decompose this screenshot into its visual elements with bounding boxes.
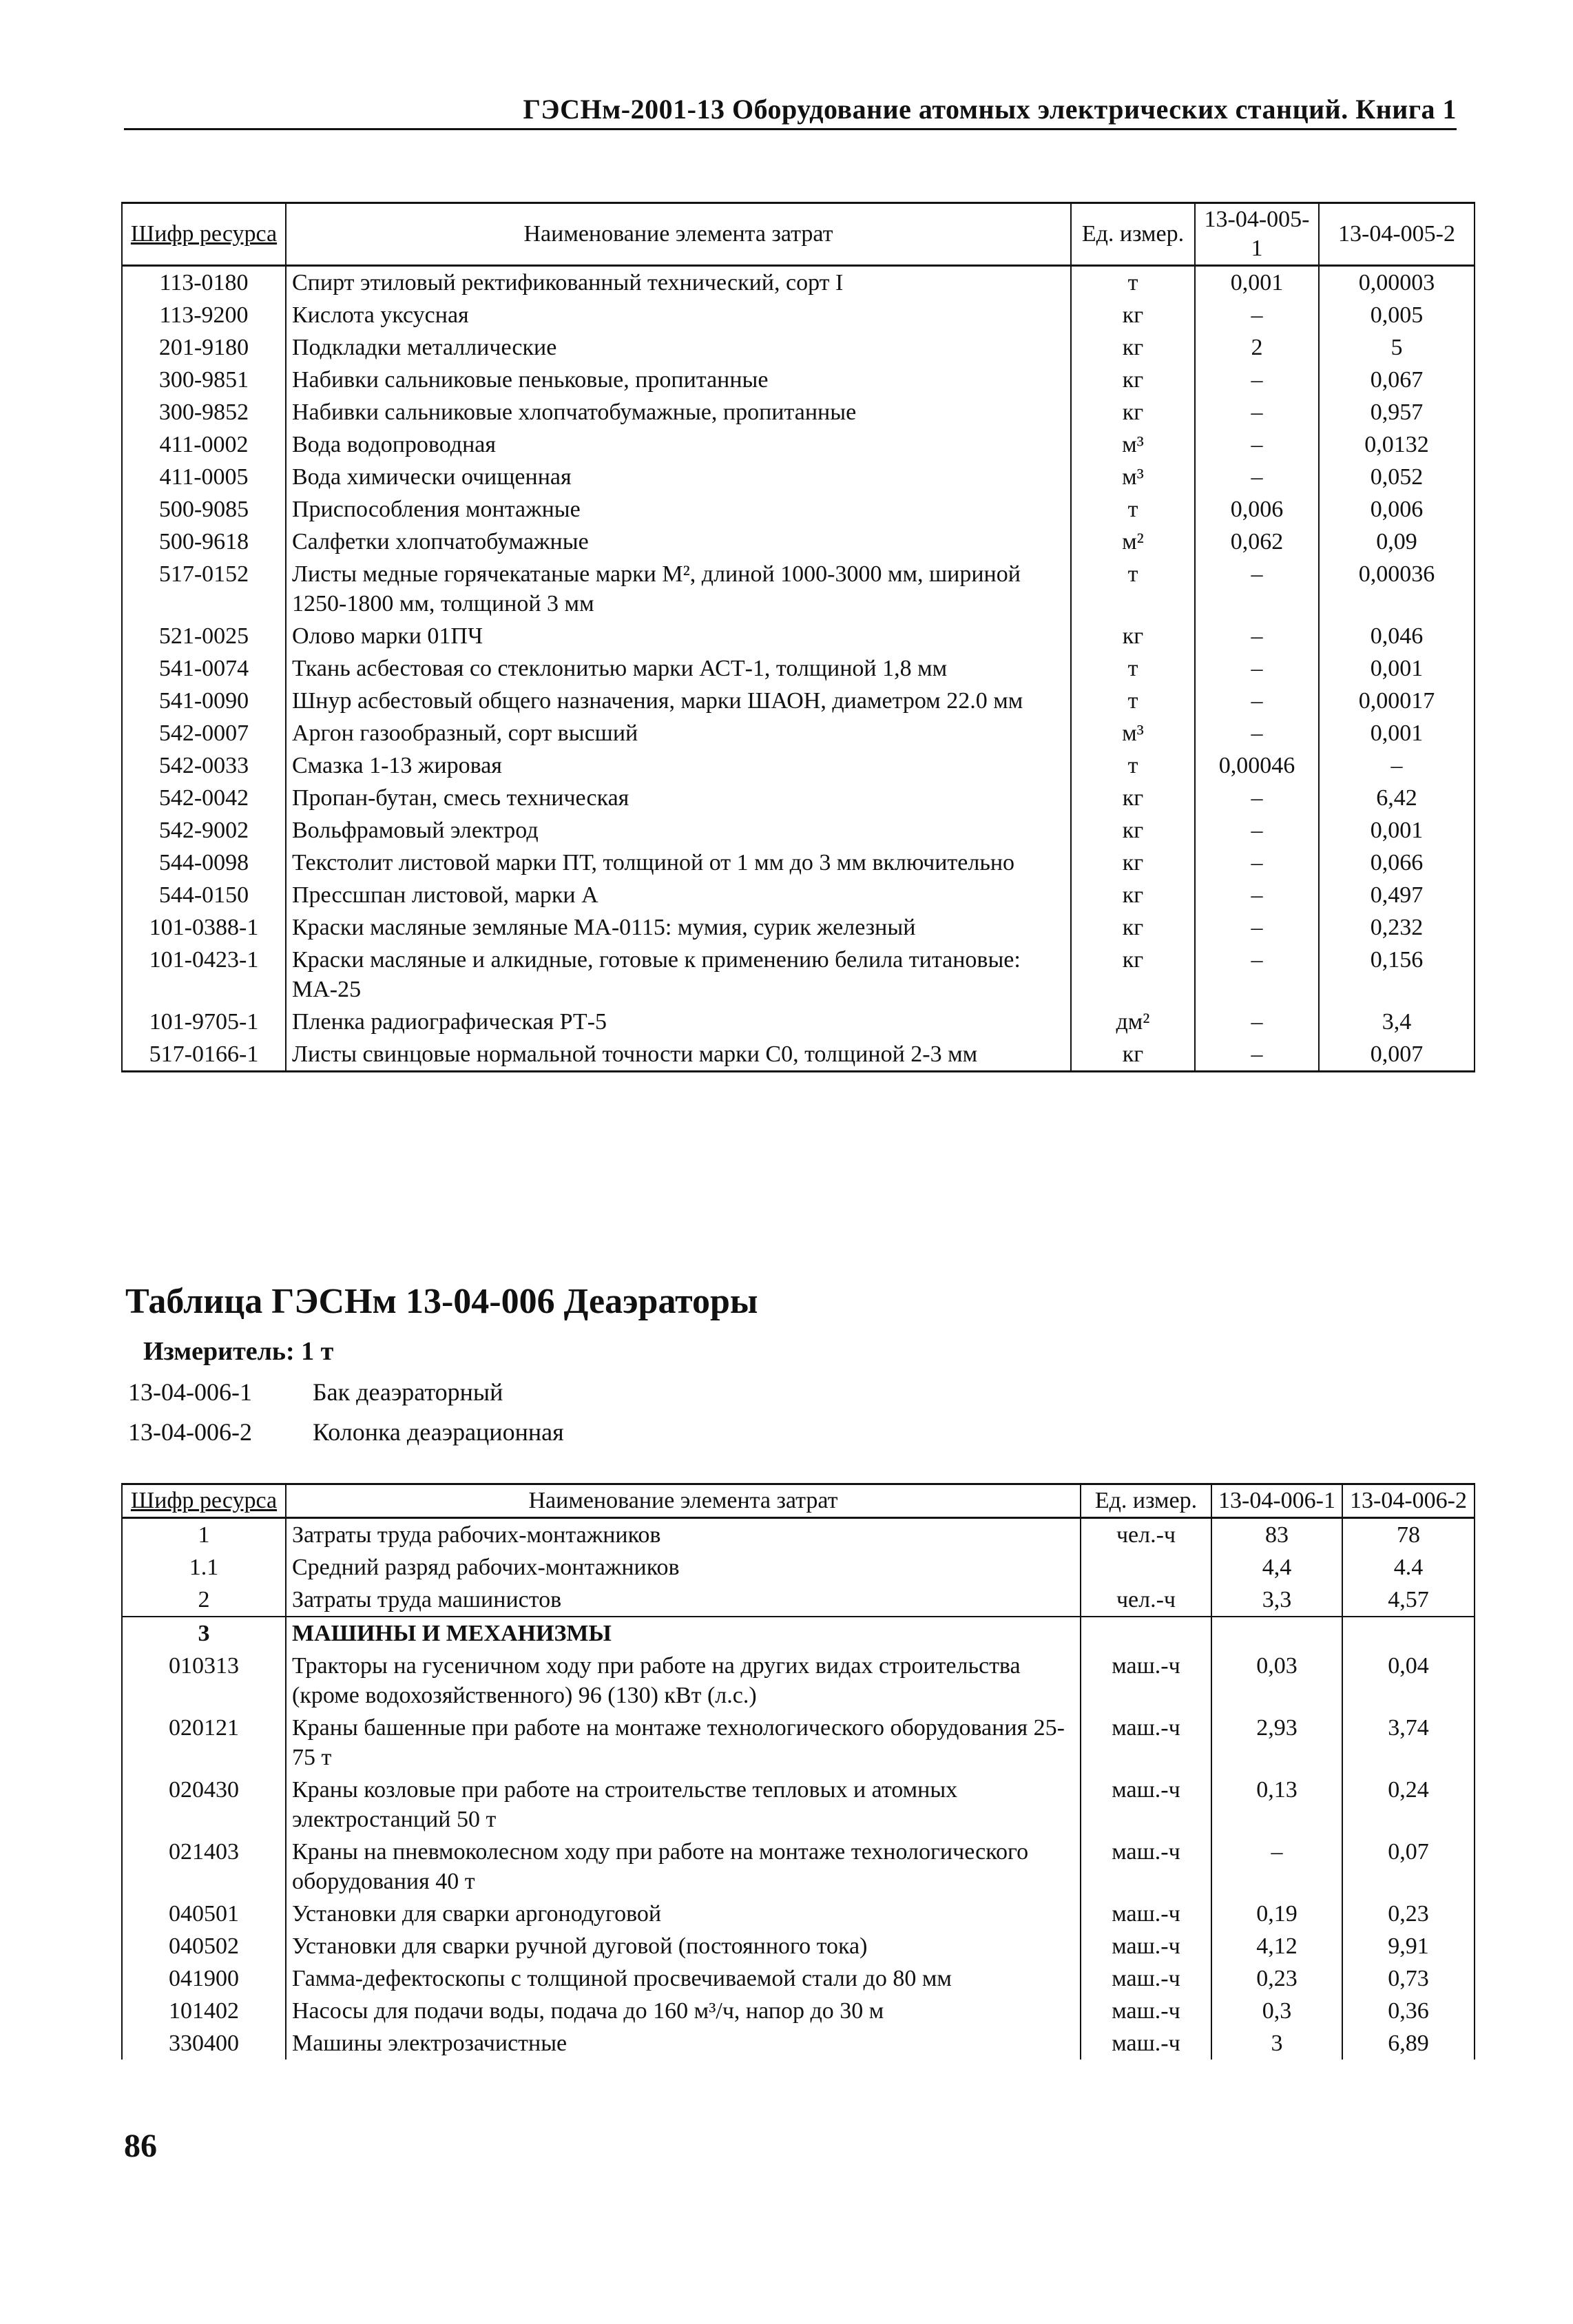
cell-name: Вода химически очищенная [286, 461, 1071, 493]
table-row [122, 428, 1475, 461]
cell-name: Краны козловые при работе на строительстве тепловых и атомных электростанций 50 т [286, 1774, 1081, 1836]
cell-name: Приспособления монтажные [286, 493, 1071, 526]
cell-name: Краны на пневмоколесном ходу при работе на монтаже технологического оборудования 40 т [286, 1836, 1081, 1898]
cell-name: Краски масляные земляные МА-0115: мумия, сурик железный [286, 911, 1071, 944]
table-row [122, 652, 1475, 685]
cell-norm-1: 2,93 [1211, 1712, 1342, 1774]
cell-unit: м³ [1071, 461, 1195, 493]
cell-norm-2: 0,007 [1319, 1038, 1475, 1072]
cell-name: Пропан-бутан, смесь техническая [286, 782, 1071, 814]
cell-code: 544-0098 [122, 847, 286, 879]
page-number: 86 [124, 2128, 157, 2164]
item-code: 13-04-006-2 [128, 1418, 252, 1446]
list-item [128, 1418, 564, 1446]
cell-unit: дм² [1071, 1006, 1195, 1038]
cell-norm-1: – [1195, 558, 1319, 620]
table-row [122, 331, 1475, 364]
cell-norm-1: – [1195, 620, 1319, 652]
cell-norm-2: 3,4 [1319, 1006, 1475, 1038]
resources-table-005 [121, 202, 1475, 1072]
col-header-norm-1: 13-04-005-1 [1195, 203, 1319, 266]
cell-unit [1081, 1617, 1211, 1650]
cell-norm-1: – [1195, 717, 1319, 749]
cell-code: 1.1 [122, 1551, 286, 1584]
cell-unit: маш.-ч [1081, 1995, 1211, 2027]
cell-name: Набивки сальниковые пеньковые, пропитанные [286, 364, 1071, 396]
cell-unit: кг [1071, 396, 1195, 428]
table-row [122, 717, 1475, 749]
cell-norm-2: 0,24 [1342, 1774, 1475, 1836]
cell-norm-2: 4,57 [1342, 1584, 1475, 1617]
cell-code: 021403 [122, 1836, 286, 1898]
table-row [122, 1584, 1475, 1617]
cell-name: Набивки сальниковые хлопчатобумажные, пропитанные [286, 396, 1071, 428]
cell-unit: кг [1071, 847, 1195, 879]
cell-name: Аргон газообразный, сорт высший [286, 717, 1071, 749]
col-header-code: Шифр ресурса [122, 1484, 286, 1518]
cell-code: 101402 [122, 1995, 286, 2027]
table-row [122, 1774, 1475, 1836]
cell-norm-1: – [1195, 879, 1319, 911]
table-row [122, 493, 1475, 526]
cell-norm-1: – [1195, 364, 1319, 396]
cell-unit: т [1071, 652, 1195, 685]
table-row [122, 1551, 1475, 1584]
cell-name: Насосы для подачи воды, подача до 160 м³/ч, напор до 30 м [286, 1995, 1081, 2027]
cell-code: 201-9180 [122, 331, 286, 364]
cell-unit: т [1071, 493, 1195, 526]
cell-norm-1: 0,006 [1195, 493, 1319, 526]
cell-norm-2: 0,73 [1342, 1962, 1475, 1995]
table-row [122, 1898, 1475, 1930]
cell-name: Установки для сварки аргонодуговой [286, 1898, 1081, 1930]
cell-norm-2: 9,91 [1342, 1930, 1475, 1962]
cell-code: 541-0090 [122, 685, 286, 717]
cell-code: 542-0042 [122, 782, 286, 814]
cell-norm-1: – [1195, 1006, 1319, 1038]
table-row [122, 526, 1475, 558]
cell-name: Ткань асбестовая со стеклонитью марки АСТ-1, толщиной 1,8 мм [286, 652, 1071, 685]
cell-code: 040501 [122, 1898, 286, 1930]
cell-unit: маш.-ч [1081, 1774, 1211, 1836]
cell-code: 113-9200 [122, 299, 286, 331]
cell-name: Салфетки хлопчатобумажные [286, 526, 1071, 558]
table-row [122, 1995, 1475, 2027]
cell-name: Вольфрамовый электрод [286, 814, 1071, 847]
cell-code: 517-0166-1 [122, 1038, 286, 1072]
cell-name: МАШИНЫ И МЕХАНИЗМЫ [286, 1617, 1081, 1650]
cell-name: Кислота уксусная [286, 299, 1071, 331]
cell-unit: м³ [1071, 428, 1195, 461]
item-code: 13-04-006-1 [128, 1378, 252, 1406]
table-row [122, 1712, 1475, 1774]
cell-name: Прессшпан листовой, марки А [286, 879, 1071, 911]
table-row [122, 1518, 1475, 1552]
cell-code: 300-9852 [122, 396, 286, 428]
cell-norm-1: 0,03 [1211, 1650, 1342, 1712]
cell-code: 010313 [122, 1650, 286, 1712]
col-header-norm-1: 13-04-006-1 [1211, 1484, 1342, 1518]
cell-norm-2: 0,156 [1319, 944, 1475, 1006]
cell-name: Машины электрозачистные [286, 2027, 1081, 2060]
cell-norm-2: 5 [1319, 331, 1475, 364]
cell-norm-2: 0,001 [1319, 814, 1475, 847]
resources-table-006 [121, 1483, 1475, 2060]
cell-unit: чел.-ч [1081, 1518, 1211, 1552]
cell-norm-1: – [1195, 782, 1319, 814]
cell-norm-2: 0,00036 [1319, 558, 1475, 620]
table-row [122, 1650, 1475, 1712]
cell-norm-1 [1211, 1617, 1342, 1650]
cell-code: 542-0007 [122, 717, 286, 749]
cell-name: Тракторы на гусеничном ходу при работе на других видах строительства (кроме водохозяйственного) 96 (130) кВт (л.с.) [286, 1650, 1081, 1712]
cell-norm-1: – [1195, 944, 1319, 1006]
table-row [122, 1038, 1475, 1072]
col-header-name: Наименование элемента затрат [286, 1484, 1081, 1518]
table-row [122, 396, 1475, 428]
table-row [122, 558, 1475, 620]
cell-name: Краны башенные при работе на монтаже технологического оборудования 25-75 т [286, 1712, 1081, 1774]
cell-code: 101-0423-1 [122, 944, 286, 1006]
cell-code: 020121 [122, 1712, 286, 1774]
cell-name: Спирт этиловый ректификованный технический, сорт I [286, 266, 1071, 300]
cell-name: Шнур асбестовый общего назначения, марки ШАОН, диаметром 22.0 мм [286, 685, 1071, 717]
cell-unit: маш.-ч [1081, 1930, 1211, 1962]
page-header [124, 90, 1457, 130]
table-row [122, 1930, 1475, 1962]
cell-unit: кг [1071, 879, 1195, 911]
cell-name: Гамма-дефектоскопы с толщиной просвечиваемой стали до 80 мм [286, 1962, 1081, 1995]
cell-code: 521-0025 [122, 620, 286, 652]
cell-norm-2: 0,046 [1319, 620, 1475, 652]
cell-code: 040502 [122, 1930, 286, 1962]
cell-norm-1: 0,13 [1211, 1774, 1342, 1836]
cell-code: 113-0180 [122, 266, 286, 300]
cell-code: 101-0388-1 [122, 911, 286, 944]
cell-code: 330400 [122, 2027, 286, 2060]
cell-norm-2: 6,89 [1342, 2027, 1475, 2060]
cell-unit: кг [1071, 1038, 1195, 1072]
table-body [122, 1518, 1475, 2060]
cell-norm-1: 2 [1195, 331, 1319, 364]
cell-unit: т [1071, 558, 1195, 620]
cell-code: 411-0005 [122, 461, 286, 493]
section-title: Таблица ГЭСНм 13-04-006 Деаэраторы [125, 1282, 758, 1321]
table-row [122, 266, 1475, 300]
cell-code: 3 [122, 1617, 286, 1650]
cell-code: 411-0002 [122, 428, 286, 461]
cell-unit: т [1071, 266, 1195, 300]
cell-code: 542-9002 [122, 814, 286, 847]
cell-norm-1: – [1195, 461, 1319, 493]
cell-unit: кг [1071, 364, 1195, 396]
cell-norm-2: 0,957 [1319, 396, 1475, 428]
cell-unit: маш.-ч [1081, 1712, 1211, 1774]
cell-code: 020430 [122, 1774, 286, 1836]
cell-norm-1: – [1195, 396, 1319, 428]
cell-unit: кг [1071, 620, 1195, 652]
cell-name: Пленка радиографическая РТ-5 [286, 1006, 1071, 1038]
cell-norm-1: – [1195, 299, 1319, 331]
cell-name: Затраты труда рабочих-монтажников [286, 1518, 1081, 1552]
cell-unit: кг [1071, 782, 1195, 814]
cell-unit: чел.-ч [1081, 1584, 1211, 1617]
table-row [122, 911, 1475, 944]
table-row [122, 1617, 1475, 1650]
cell-norm-2: 0,232 [1319, 911, 1475, 944]
cell-unit: маш.-ч [1081, 1836, 1211, 1898]
cell-name: Вода водопроводная [286, 428, 1071, 461]
cell-norm-2 [1342, 1617, 1475, 1650]
cell-unit: т [1071, 749, 1195, 782]
table-row [122, 1836, 1475, 1898]
cell-unit: маш.-ч [1081, 1650, 1211, 1712]
cell-code: 500-9618 [122, 526, 286, 558]
cell-norm-1: – [1195, 911, 1319, 944]
table-row [122, 879, 1475, 911]
col-header-norm-2: 13-04-005-2 [1319, 203, 1475, 266]
cell-code: 500-9085 [122, 493, 286, 526]
cell-unit: кг [1071, 331, 1195, 364]
cell-norm-1: 0,19 [1211, 1898, 1342, 1930]
cell-unit: маш.-ч [1081, 1962, 1211, 1995]
cell-norm-1: 3,3 [1211, 1584, 1342, 1617]
cell-norm-2: 0,006 [1319, 493, 1475, 526]
cell-norm-2: 0,00003 [1319, 266, 1475, 300]
table-row [122, 749, 1475, 782]
table-row [122, 461, 1475, 493]
col-header-norm-2: 13-04-006-2 [1342, 1484, 1475, 1518]
cell-norm-1: – [1211, 1836, 1342, 1898]
table-header-row [122, 1484, 1475, 1518]
cell-norm-1: 83 [1211, 1518, 1342, 1552]
cell-norm-1: – [1195, 685, 1319, 717]
col-header-unit: Ед. измер. [1081, 1484, 1211, 1518]
table-row [122, 299, 1475, 331]
header-title: ГЭСНм-2001-13 Оборудование атомных электрических станций. Книга 1 [523, 94, 1457, 125]
col-header-unit: Ед. измер. [1071, 203, 1195, 266]
cell-name: Установки для сварки ручной дуговой (постоянного тока) [286, 1930, 1081, 1962]
cell-unit: м² [1071, 526, 1195, 558]
item-name: Бак деаэраторный [313, 1378, 503, 1406]
cell-norm-2: 0,04 [1342, 1650, 1475, 1712]
table-body [122, 266, 1475, 1072]
cell-norm-1: 0,23 [1211, 1962, 1342, 1995]
cell-code: 2 [122, 1584, 286, 1617]
table-row [122, 782, 1475, 814]
section-meter: Измеритель: 1 т [143, 1337, 334, 1366]
table-row [122, 620, 1475, 652]
cell-code: 101-9705-1 [122, 1006, 286, 1038]
cell-name: Текстолит листовой марки ПТ, толщиной от 1 мм до 3 мм включительно [286, 847, 1071, 879]
cell-unit: кг [1071, 944, 1195, 1006]
cell-norm-2: 0,067 [1319, 364, 1475, 396]
cell-norm-2: 0,23 [1342, 1898, 1475, 1930]
cell-norm-2: 0,00017 [1319, 685, 1475, 717]
cell-norm-2: 3,74 [1342, 1712, 1475, 1774]
table-row [122, 685, 1475, 717]
table-row [122, 814, 1475, 847]
cell-norm-1: – [1195, 814, 1319, 847]
cell-code: 544-0150 [122, 879, 286, 911]
cell-code: 041900 [122, 1962, 286, 1995]
cell-norm-2: 0,005 [1319, 299, 1475, 331]
cell-code: 517-0152 [122, 558, 286, 620]
cell-norm-2: 0,36 [1342, 1995, 1475, 2027]
col-header-name: Наименование элемента затрат [286, 203, 1071, 266]
cell-norm-1: – [1195, 847, 1319, 879]
cell-norm-1: 0,00046 [1195, 749, 1319, 782]
cell-norm-2: 0,001 [1319, 717, 1475, 749]
table-row [122, 1962, 1475, 1995]
cell-unit: кг [1071, 299, 1195, 331]
cell-norm-1: – [1195, 1038, 1319, 1072]
cell-code: 1 [122, 1518, 286, 1552]
table-row [122, 2027, 1475, 2060]
cell-norm-1: 0,001 [1195, 266, 1319, 300]
cell-norm-2: 6,42 [1319, 782, 1475, 814]
table-header-row [122, 203, 1475, 266]
cell-norm-2: – [1319, 749, 1475, 782]
cell-norm-2: 0,052 [1319, 461, 1475, 493]
cell-code: 300-9851 [122, 364, 286, 396]
item-name: Колонка деаэрационная [313, 1418, 564, 1446]
cell-norm-1: 0,062 [1195, 526, 1319, 558]
cell-unit: м³ [1071, 717, 1195, 749]
cell-name: Листы свинцовые нормальной точности марки С0, толщиной 2-3 мм [286, 1038, 1071, 1072]
cell-norm-2: 0,001 [1319, 652, 1475, 685]
cell-unit: маш.-ч [1081, 2027, 1211, 2060]
cell-norm-1: 4,12 [1211, 1930, 1342, 1962]
cell-norm-2: 0,497 [1319, 879, 1475, 911]
cell-unit: т [1071, 685, 1195, 717]
cell-code: 542-0033 [122, 749, 286, 782]
table-row [122, 1006, 1475, 1038]
cell-norm-1: – [1195, 652, 1319, 685]
cell-unit: маш.-ч [1081, 1898, 1211, 1930]
cell-name: Листы медные горячекатаные марки М², длиной 1000-3000 мм, шириной 1250-1800 мм, толщиной 3 мм [286, 558, 1071, 620]
cell-code: 541-0074 [122, 652, 286, 685]
cell-name: Средний разряд рабочих-монтажников [286, 1551, 1081, 1584]
table-row [122, 944, 1475, 1006]
cell-name: Олово марки 01ПЧ [286, 620, 1071, 652]
cell-unit: кг [1071, 911, 1195, 944]
cell-norm-2: 0,09 [1319, 526, 1475, 558]
cell-norm-2: 0,066 [1319, 847, 1475, 879]
cell-name: Краски масляные и алкидные, готовые к применению белила титановые: МА-25 [286, 944, 1071, 1006]
cell-norm-1: 3 [1211, 2027, 1342, 2060]
list-item [128, 1378, 503, 1407]
cell-name: Смазка 1-13 жировая [286, 749, 1071, 782]
cell-unit [1081, 1551, 1211, 1584]
cell-unit: кг [1071, 814, 1195, 847]
cell-norm-2: 0,0132 [1319, 428, 1475, 461]
cell-norm-2: 78 [1342, 1518, 1475, 1552]
table-row [122, 364, 1475, 396]
cell-norm-1: – [1195, 428, 1319, 461]
cell-norm-2: 4.4 [1342, 1551, 1475, 1584]
col-header-code: Шифр ресурса [122, 203, 286, 266]
cell-name: Затраты труда машинистов [286, 1584, 1081, 1617]
cell-name: Подкладки металлические [286, 331, 1071, 364]
cell-norm-1: 0,3 [1211, 1995, 1342, 2027]
cell-norm-1: 4,4 [1211, 1551, 1342, 1584]
cell-norm-2: 0,07 [1342, 1836, 1475, 1898]
table-row [122, 847, 1475, 879]
